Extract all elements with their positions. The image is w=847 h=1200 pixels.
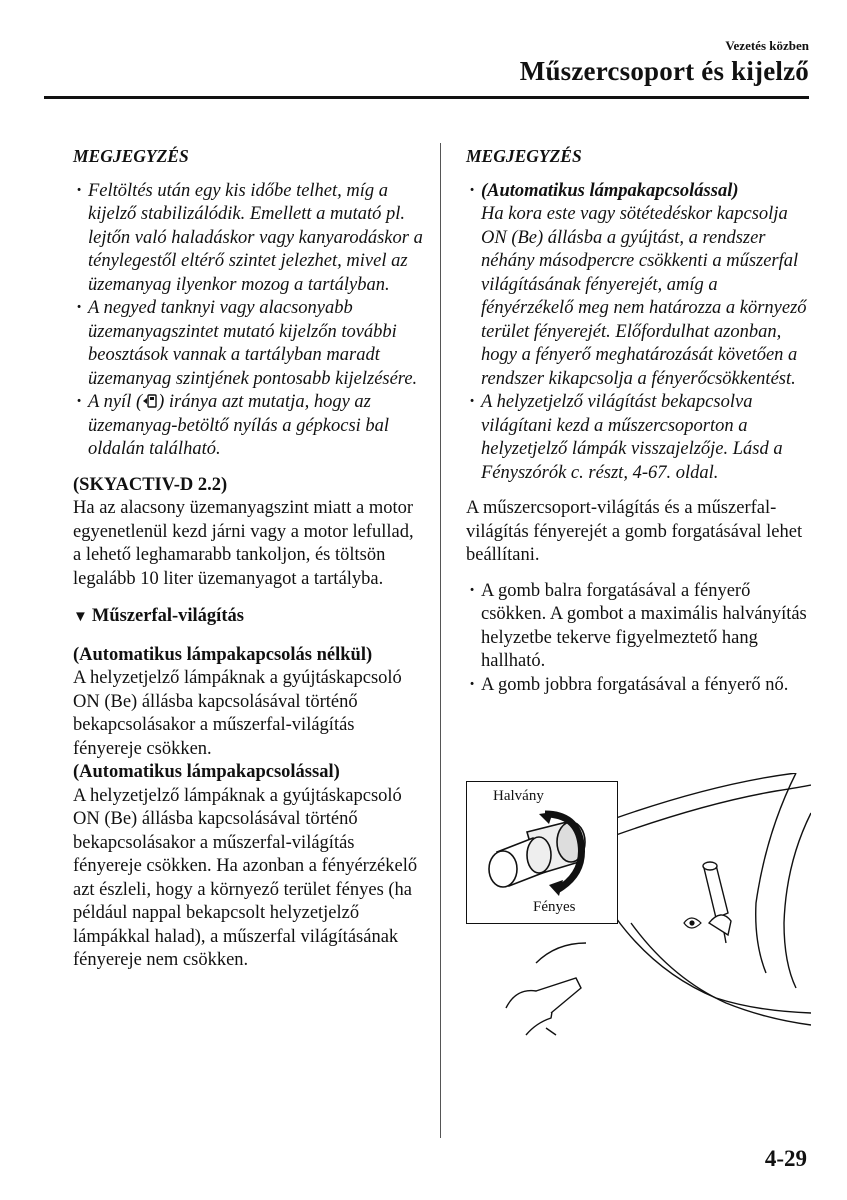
note-text: Ha kora este vagy sötétedéskor kapcsolja ON (Be) állásba a gyújtást, a rendszer néhány másodpercre csökkenti a műszerfal világításának fényerejét, amíg a fényérzékelő meg nem határozza a környező terület fényerejét. Előfordulhat azonban, hogy a fényerő meghatározását követően a rendszer kikapcsolja a fényerőcsökkentést. xyxy=(481,204,807,389)
section-heading xyxy=(73,605,423,630)
header-section: Vezetés közben xyxy=(725,38,809,53)
page-title: Műszercsoport és kijelző xyxy=(519,56,809,86)
figure-label-bright: Fényes xyxy=(533,899,576,915)
note-bold: (Automatikus lámpakapcsolással) xyxy=(481,180,739,201)
list-item: · A gomb jobbra forgatásával a fényerő nő. xyxy=(466,674,811,698)
header-rule xyxy=(44,96,809,99)
note-item: · A helyzetjelző világítást bekapcsolva világítani kezd a műszercsoporton a helyzetjelző lámpák visszajelzője. Lásd a Fényszórók c. részt, 4-67. oldal. xyxy=(466,391,811,485)
skyactiv-heading: (SKYACTIV-D 2.2) xyxy=(73,474,228,495)
triangle-bullet-icon: ▼ xyxy=(73,609,88,625)
page-number: 4-29 xyxy=(764,1146,807,1171)
note-item: · Feltöltés után egy kis időbe telhet, míg a kijelző stabilizálódik. Emellett a mutató pl. lejtőn való haladáskor vagy kanyarodáskor a ténylegestől eltérő szintet jelezhet, mivel az üzemanyag ilyenkor mozog a tartályban. xyxy=(73,180,423,298)
right-column xyxy=(466,140,811,697)
without-auto-text: A helyzetjelző lámpáknak a gyújtáskapcsoló ON (Be) állásba kapcsolásával történő bekapcsolásakor a műszerfal-világítás fényereje csökken. xyxy=(73,668,402,759)
fuel-filler-arrow-icon xyxy=(142,393,158,409)
section-heading-text: Műszerfal-világítás xyxy=(91,606,244,626)
note-list xyxy=(73,180,423,462)
callout-box xyxy=(466,781,618,924)
bullet-list xyxy=(466,580,811,698)
skyactiv-text: Ha az alacsony üzemanyagszint miatt a motor egyenetlenül kezd járni vagy a motor lefullad, a lehető leghamarabb tankoljon, és töltsön legalább 10 liter üzemanyagot a tartályba. xyxy=(73,498,414,589)
without-auto-heading: (Automatikus lámpakapcsolás nélkül) xyxy=(73,644,373,665)
figure-label-dim: Halvány xyxy=(493,788,544,804)
note-list xyxy=(466,180,811,486)
note-heading: MEGJEGYZÉS xyxy=(466,146,582,166)
note-text: A nyíl ( xyxy=(88,392,143,412)
intro-text: A műszercsoport-világítás és a műszerfal-világítás fényerejét a gomb forgatásával lehet beállítani. xyxy=(466,498,803,565)
with-auto-heading: (Automatikus lámpakapcsolással) xyxy=(73,762,340,782)
note-item xyxy=(73,391,423,462)
note-text: ) iránya azt mutatja, hogy az üzemanyag-betöltő nyílás a gépkocsi bal oldalán található. xyxy=(88,392,390,459)
list-item: · A gomb balra forgatásával a fényerő csökken. A gombot a maximális halványítás helyzetbe tekerve figyelmeztető hang hallható. xyxy=(466,580,811,674)
with-auto-text: A helyzetjelző lámpáknak a gyújtáskapcsoló ON (Be) állásba kapcsolásával történő bekapcsolásakor a műszerfal-világítás fényereje csökken. Ha azonban a fényérzékelő azt észleli, hogy a környező terület fényes (ha például nappal bekapcsolt helyzetjelző lámpákkal halad), a műszerfal világításának fényereje nem csökken. xyxy=(73,785,418,970)
left-column xyxy=(73,140,423,973)
dimmer-knob-figure xyxy=(466,773,811,1050)
note-item: · A negyed tanknyi vagy alacsonyabb üzemanyagszintet mutató kijelzőn további beosztások vannak a tartályban maradt üzemanyag szintjének pontosabb kijelzésére. xyxy=(73,297,423,391)
lever-stalk xyxy=(703,862,731,935)
note-item xyxy=(466,180,811,392)
column-divider xyxy=(440,143,441,1138)
small-lever xyxy=(506,978,581,1035)
illumination-symbol-icon xyxy=(684,918,701,928)
note-heading: MEGJEGYZÉS xyxy=(73,146,189,166)
